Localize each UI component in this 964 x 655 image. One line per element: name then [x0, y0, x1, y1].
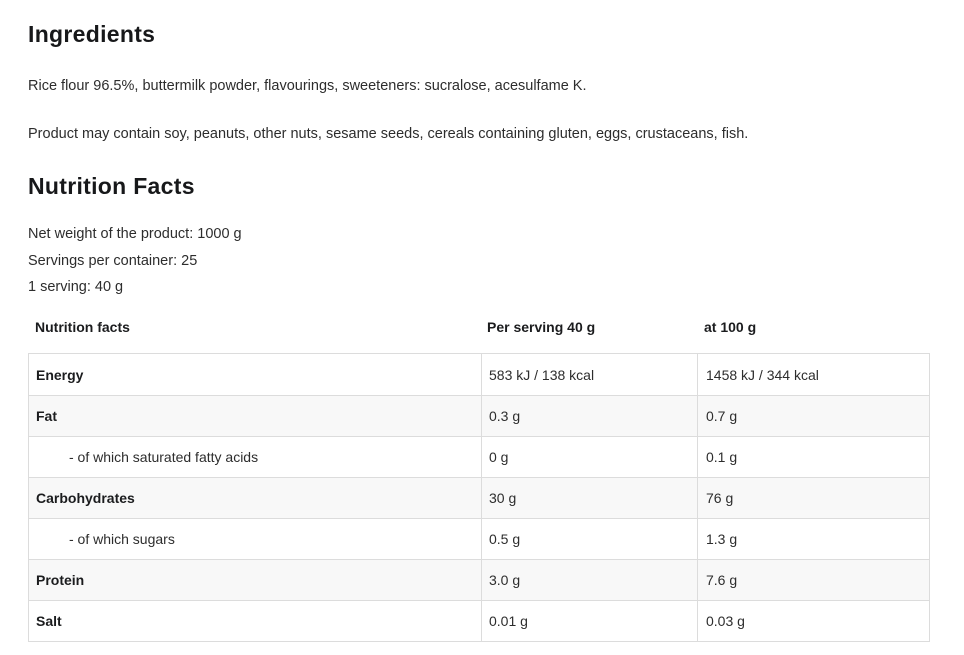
cell-per-serving-value: 583 kJ / 138 kcal [481, 354, 697, 395]
nutrition-table-header-row [28, 315, 930, 353]
allergen-paragraph: Product may contain soy, peanuts, other nuts, sesame seeds, cereals containing gluten, eggs, crustaceans, fish. [28, 126, 749, 143]
ingredients-paragraph: Rice flour 96.5%, buttermilk powder, flavourings, sweeteners: sucralose, acesulfame K. [28, 78, 587, 94]
header-cell-nutrition-facts: Nutrition facts [35, 319, 130, 336]
ingredients-title: Ingredients [28, 21, 156, 47]
cell-per-100g-value: 76 g [697, 478, 929, 518]
table-row [29, 395, 929, 436]
cell-nutrient-label: - of which sugars [69, 531, 175, 548]
cell-nutrient-label: Energy [36, 366, 84, 383]
cell-per-100g-value: 0.7 g [697, 396, 929, 436]
nutrition-table [28, 315, 930, 642]
cell-nutrient-label: Protein [36, 572, 85, 589]
cell-nutrient-label: Salt [36, 613, 62, 630]
nutrition-table-body [28, 353, 930, 642]
table-row [29, 600, 929, 641]
cell-per-serving-value: 30 g [481, 478, 697, 518]
table-row [29, 559, 929, 600]
cell-per-100g-value: 0.1 g [697, 437, 929, 477]
table-row [29, 518, 929, 559]
nutrition-facts-title: Nutrition Facts [28, 173, 195, 200]
header-cell-at-100g: at 100 g [704, 319, 757, 336]
cell-per-100g-value: 1.3 g [697, 519, 929, 559]
serving-size-line: 1 serving: 40 g [28, 279, 124, 296]
cell-per-serving-value: 0.01 g [481, 601, 697, 641]
table-row [29, 477, 929, 518]
cell-per-serving-value: 0.5 g [481, 519, 697, 559]
cell-per-serving-value: 0.3 g [481, 396, 697, 436]
cell-nutrient-label: Carbohydrates [36, 490, 135, 507]
net-weight-line: Net weight of the product: 1000 g [28, 226, 242, 243]
cell-per-100g-value: 0.03 g [697, 601, 929, 641]
cell-nutrient-label: Fat [36, 408, 57, 425]
cell-per-serving-value: 3.0 g [481, 560, 697, 600]
header-cell-per-serving: Per serving 40 g [487, 319, 596, 336]
servings-per-container-line: Servings per container: 25 [28, 252, 198, 269]
cell-per-100g-value: 7.6 g [697, 560, 929, 600]
table-row [29, 354, 929, 395]
cell-per-100g-value: 1458 kJ / 344 kcal [697, 354, 929, 395]
cell-per-serving-value: 0 g [481, 437, 697, 477]
table-row [29, 436, 929, 477]
cell-nutrient-label: - of which saturated fatty acids [69, 449, 259, 466]
